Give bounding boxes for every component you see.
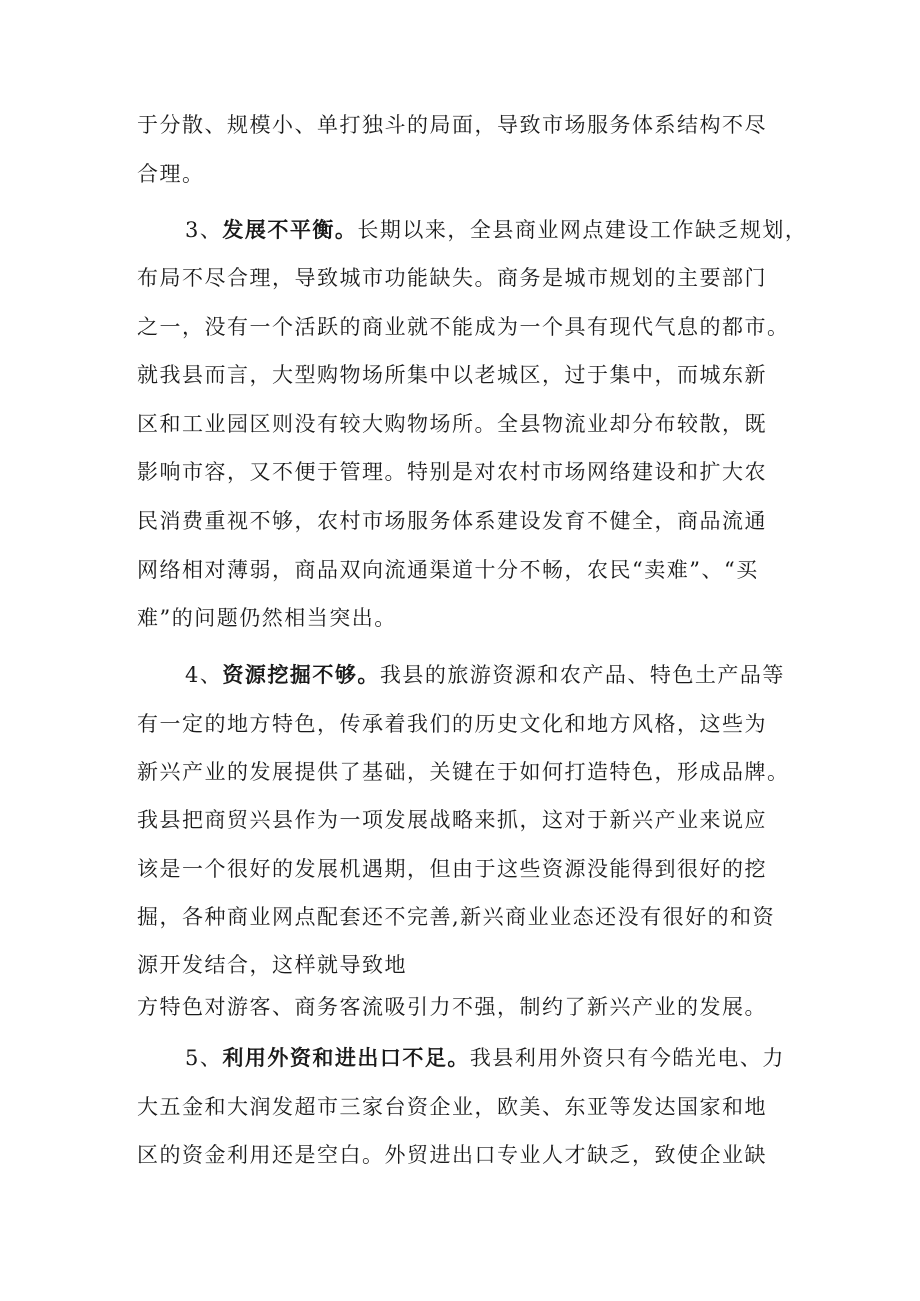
paragraph-first-line (185, 216, 808, 244)
text-line: 新兴产业的发展提供了基础，关键在于如何打造特色，形成品牌。 (137, 760, 790, 784)
text-line: 就我县而言，大型购物场所集中以老城区，过于集中，而城东新 (137, 363, 767, 387)
paragraph-first-line (185, 1044, 797, 1072)
text-line: 之一，没有一个活跃的商业就不能成为一个具有现代气息的都市。 (137, 315, 790, 339)
text-run: 我县的旅游资源和农产品、特色土产品等 (379, 663, 785, 687)
text-line: 影响市容，又不便于管理。特别是对农村市场网络建设和扩大农 (137, 460, 767, 484)
text-line: 民消费重视不够，农村市场服务体系建设发育不健全，商品流通 (137, 509, 767, 533)
item-number: 4、 (185, 663, 223, 687)
text-line: 该是一个很好的发展机遇期，但由于这些资源没能得到很好的挖 (137, 857, 767, 881)
text-line: 大五金和大润发超市三家台资企业，欧美、东亚等发达国家和地 (137, 1095, 767, 1119)
text-line: 区和工业园区则没有较大购物场所。全县物流业却分布较散，既 (137, 412, 767, 436)
text-line: 难”的问题仍然相当突出。 (137, 606, 397, 630)
text-line: 合理。 (137, 162, 205, 186)
text-run: 我县利用外资只有今皓光电、力 (469, 1046, 785, 1070)
text-line: 布局不尽合理，导致城市功能缺失。商务是城市规划的主要部门 (137, 266, 767, 290)
paragraph-heading: 发展不平衡。 (222, 217, 358, 242)
paragraph-first-line (185, 661, 797, 689)
paragraph-heading: 资源挖掘不够。 (222, 662, 380, 687)
text-line: 区的资金利用还是空白。外贸进出口专业人才缺乏，致使企业缺 (137, 1143, 767, 1167)
text-line: 于分散、规模小、单打独斗的局面，导致市场服务体系结构不尽 (137, 113, 767, 137)
text-line: 网络相对薄弱，商品双向流通渠道十分不畅，农民“卖难”、“买 (137, 558, 759, 582)
item-number: 5、 (185, 1046, 223, 1070)
text-line: 有一定的地方特色，传承着我们的历史文化和地方风格，这些为 (137, 712, 767, 736)
text-line: 掘，各种商业网点配套还不完善,新兴商业业态还没有很好的和资 (137, 905, 776, 929)
paragraph-heading: 利用外资和进出口不足。 (222, 1045, 470, 1070)
text-run: 长期以来，全县商业网点建设工作缺乏规划， (357, 218, 808, 242)
text-line: 方特色对游客、商务客流吸引力不强，制约了新兴产业的发展。 (137, 995, 767, 1019)
text-line: 我县把商贸兴县作为一项发展战略来抓，这对于新兴产业来说应 (137, 808, 767, 832)
item-number: 3、 (185, 218, 223, 242)
text-line: 源开发结合，这样就导致地 (137, 953, 407, 977)
